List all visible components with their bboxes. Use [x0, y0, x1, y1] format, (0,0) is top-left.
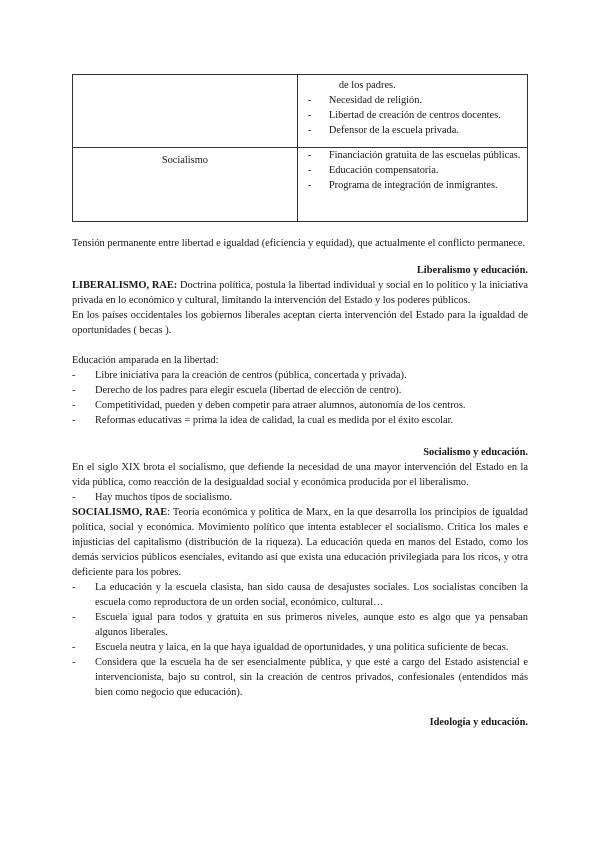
- socialismo-sublist: [72, 490, 528, 505]
- liberalismo-list-intro: Educación amparada en la libertad:: [72, 355, 219, 366]
- cell-bullet-list: [298, 75, 527, 138]
- definition-term: SOCIALISMO, RAE: [72, 507, 168, 518]
- table-row: [73, 148, 528, 222]
- table-cell-list: [297, 75, 527, 148]
- socialismo-list: [72, 580, 528, 700]
- table-cell-label: Socialismo: [73, 148, 298, 222]
- list-item: - Libertad de creación de centros docentes.: [308, 108, 527, 123]
- list-item: - Competitividad, pueden y deben competir para atraer alumnos, autonomía de los centros.: [72, 398, 528, 413]
- list-item: - Financiación gratuita de las escuelas públicas.: [308, 148, 527, 163]
- liberalismo-definition: [72, 278, 528, 308]
- socialismo-definition: [72, 505, 528, 580]
- list-item: - Necesidad de religión.: [308, 93, 527, 108]
- socialismo-paragraph: En el siglo XIX brota el socialismo, que defiende la necesidad de una mayor intervención del Estado en la vida pública, como reacción de la desigualdad social y económica producida por el liberalismo.: [72, 462, 528, 488]
- list-item: de los padres.: [338, 80, 396, 91]
- list-item: - Libre iniciativa para la creación de centros (pública, concertada y privada).: [72, 368, 528, 383]
- document-page: [72, 74, 528, 730]
- list-item: - La educación y la escuela clasista, han sido causa de desajustes sociales. Los socialistas conciben la escuela como reproductora de un orden social, económico, cultural…: [72, 580, 528, 610]
- list-item: - Considera que la escuela ha de ser esencialmente pública, y que esté a cargo del Estado asistencial e intervencionista, bajo su control, sin la creación de centros privados, confesionales (entendidos más bien como negocio que educación).: [72, 655, 528, 700]
- section-heading-liberalismo: Liberalismo y educación.: [416, 265, 528, 276]
- list-item: - Defensor de la escuela privada.: [308, 123, 527, 138]
- cell-bullet-list: [298, 148, 527, 193]
- tension-paragraph: Tensión permanente entre libertad e igualdad (eficiencia y equidad), que actualmente el conflicto permanece.: [72, 238, 526, 249]
- list-item: - Escuela igual para todos y gratuita en sus primeros niveles, aunque esto es algo que ya pensaban algunos liberales.: [72, 610, 528, 640]
- list-item: - Reformas educativas = prima la idea de calidad, la cual es medida por el éxito escolar.: [72, 413, 528, 428]
- list-item: - Derecho de los padres para elegir escuela (libertad de elección de centro).: [72, 383, 528, 398]
- list-item: - Escuela neutra y laica, en la que haya igualdad de oportunidades, y una política suficiente de becas.: [72, 640, 528, 655]
- list-item: - Programa de integración de inmigrantes.: [308, 178, 527, 193]
- list-item: - Hay muchos tipos de socialismo.: [72, 490, 528, 505]
- liberalismo-list: [72, 368, 528, 428]
- liberalismo-paragraph: En los países occidentales los gobiernos liberales aceptan cierta intervención del Estado para la igualdad de oportunidades ( becas ).: [72, 310, 528, 336]
- table-cell-list: [297, 148, 527, 222]
- definition-term: LIBERALISMO, RAE:: [72, 280, 178, 291]
- table-cell-label: [73, 75, 298, 148]
- definition-text: : Teoría económica y política de Marx, en la que desarrolla los principios de igualdad política, social y económica. Movimiento político que intenta establecer el socialismo. Critica los males e injusticias del capitalismo (distribución de la riqueza). La educación queda en manos del Estado, como los demás servicios públicos esenciales, evitando así que exista una educación privilegiada para los ricos, y otra deficiente para los pobres.: [72, 507, 528, 578]
- list-item: - Educación compensatoria.: [308, 163, 527, 178]
- definition-text: Doctrina política, postula la libertad individual y social en lo político y la iniciativa privada en lo económico y cultural, limitando la intervención del Estado y los poderes públicos.: [72, 280, 528, 306]
- section-heading-ideologia: Ideología y educación.: [429, 717, 528, 728]
- table-row: [73, 75, 528, 148]
- section-heading-socialismo: Socialismo y educación.: [423, 447, 528, 458]
- comparison-table: [72, 74, 528, 222]
